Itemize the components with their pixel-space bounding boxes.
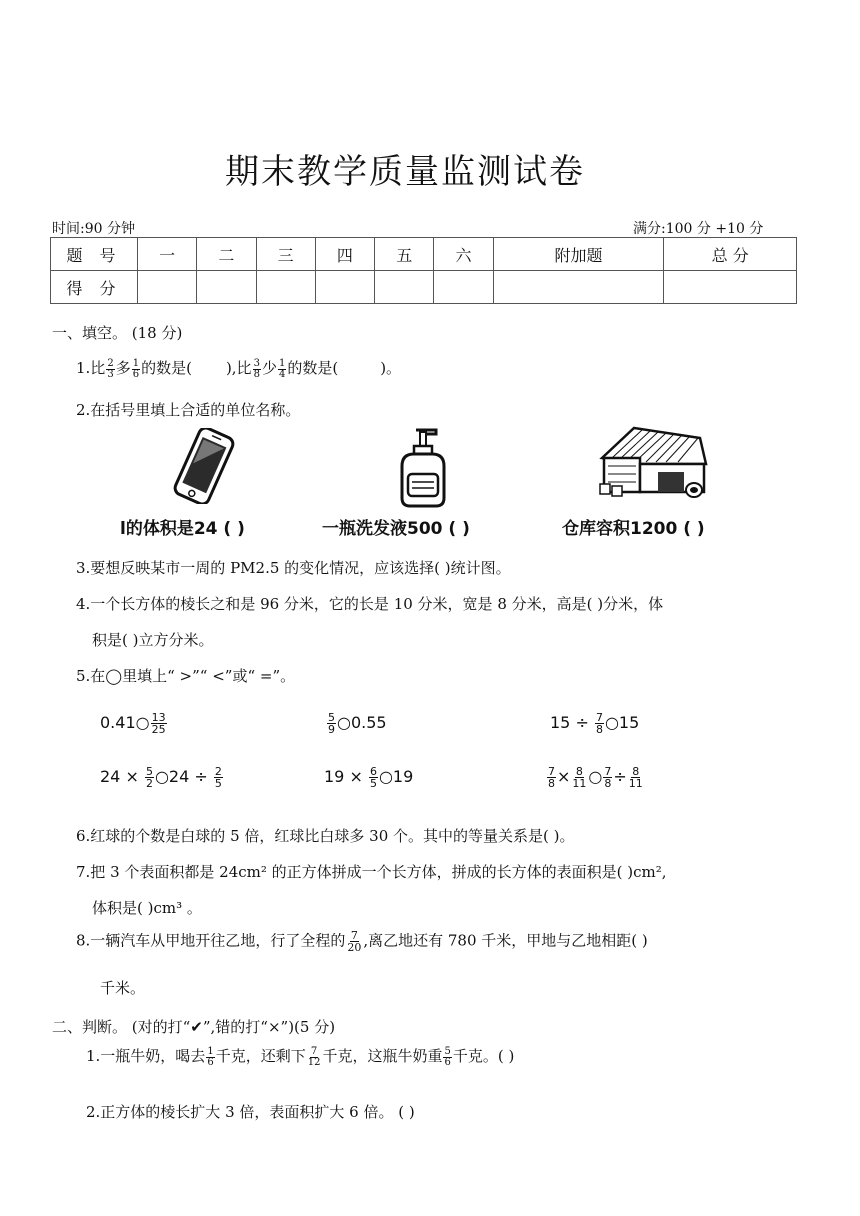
- score-header-cell: 三: [256, 238, 315, 271]
- denominator: 6: [444, 1056, 451, 1068]
- q-text: ÷: [613, 767, 627, 786]
- score-header-cell: 二: [197, 238, 256, 271]
- score-table-score-row: [51, 271, 797, 304]
- q-text: ),比: [225, 359, 252, 377]
- question-1-7-line2: 体积是( )cm³ 。: [92, 899, 202, 917]
- score-header-cell: 总 分: [664, 238, 797, 271]
- question-1-4-line1: 4.一个长方体的棱长之和是 96 分米，它的长是 10 分米，宽是 8 分米，高是( )分米，体: [76, 595, 664, 613]
- q-text: 少: [261, 359, 277, 377]
- section1-heading: 一、填空。 (18 分): [52, 324, 183, 342]
- score-row-label: 得 分: [51, 271, 138, 304]
- score-input-cell[interactable]: [375, 271, 434, 304]
- fraction: [369, 766, 378, 789]
- numerator: 1: [132, 357, 140, 369]
- q-text: 千克。( ): [452, 1047, 515, 1065]
- phone-icon: [166, 428, 242, 504]
- denominator: 8: [595, 723, 603, 736]
- section2-heading: 二、判断。 (对的打“✔”,错的打“×”)(5 分): [52, 1018, 336, 1036]
- q-text: 的数是(: [287, 359, 339, 377]
- q-text: 千克，还剩下: [215, 1047, 306, 1065]
- q-text: 0.41○: [100, 713, 150, 732]
- fraction: [327, 712, 336, 735]
- numerator: 5: [328, 711, 335, 724]
- denominator: 20: [347, 941, 362, 954]
- denominator: 4: [278, 368, 286, 380]
- score-input-cell[interactable]: [315, 271, 374, 304]
- score-header-cell: 五: [375, 238, 434, 271]
- q-text: 8.一辆汽车从甲地开往乙地，行了全程的: [76, 931, 346, 950]
- q-text: 多: [115, 359, 131, 377]
- score-header-cell: 附加题: [493, 238, 664, 271]
- q-text: 19 ×: [324, 767, 368, 786]
- numerator: 13: [151, 711, 166, 724]
- fraction: [547, 766, 556, 789]
- q-text: )。: [380, 359, 402, 377]
- fraction: [595, 712, 604, 735]
- fraction: [346, 930, 362, 953]
- fraction: [214, 766, 223, 789]
- question-1-5: 5.在◯里填上“ >”“ <”或“ =”。: [76, 667, 296, 685]
- question-1-2: 2.在括号里填上合适的单位名称。: [76, 401, 301, 419]
- numerator: 6: [369, 765, 377, 778]
- fraction: [145, 766, 154, 789]
- denominator: 8: [548, 777, 555, 790]
- denominator: 25: [151, 723, 166, 736]
- fraction: [278, 359, 286, 380]
- score-input-cell[interactable]: [493, 271, 664, 304]
- caption-phone: l的体积是24 ( ): [120, 519, 245, 539]
- score-header-cell: 一: [138, 238, 197, 271]
- score-header-cell: 四: [315, 238, 374, 271]
- q-text: ×: [557, 767, 571, 786]
- numerator: 3: [253, 357, 260, 369]
- denominator: 3: [107, 368, 114, 380]
- denominator: 12: [307, 1056, 321, 1068]
- denominator: 5: [369, 777, 377, 790]
- question-1-3: 3.要想反映某市一周的 PM2.5 的变化情况，应该选择( )统计图。: [76, 559, 511, 577]
- numerator: 7: [548, 765, 555, 778]
- score-input-cell[interactable]: [256, 271, 315, 304]
- compare-item-5: [324, 766, 413, 789]
- score-table-header-row: [51, 238, 797, 271]
- q-text: ○0.55: [337, 713, 387, 732]
- score-table: [50, 237, 797, 304]
- score-input-cell[interactable]: [138, 271, 197, 304]
- numerator: 7: [595, 711, 603, 724]
- page-title: 期末教学质量监测试卷: [225, 152, 585, 192]
- fraction: [106, 359, 114, 380]
- score-input-cell[interactable]: [197, 271, 256, 304]
- warehouse-icon: [598, 424, 710, 502]
- numerator: 2: [214, 765, 222, 778]
- question-1-4-line2: 积是( )立方分米。: [92, 631, 214, 649]
- fraction: [603, 766, 612, 789]
- denominator: 9: [328, 723, 335, 736]
- q-text: 1.比: [76, 359, 106, 377]
- question-2-2: 2.正方体的棱长扩大 3 倍，表面积扩大 6 倍。 ( ): [86, 1103, 415, 1121]
- numerator: 5: [145, 765, 153, 778]
- score-header-cell: 六: [434, 238, 493, 271]
- question-1-8-line2: 千米。: [100, 979, 146, 997]
- fraction: [307, 1047, 322, 1068]
- q-text: ○: [588, 767, 603, 786]
- denominator: 5: [214, 777, 222, 790]
- question-1-7-line1: 7.把 3 个表面积都是 24cm² 的正方体拼成一个长方体，拼成的长方体的表面积是( )cm²,: [76, 863, 667, 881]
- question-1-1: [76, 358, 401, 380]
- fraction: [571, 766, 587, 789]
- exam-time: 时间:90 分钟: [52, 221, 135, 237]
- shampoo-bottle-icon: [396, 426, 450, 508]
- compare-item-4: [100, 766, 224, 789]
- fraction: [132, 359, 140, 380]
- q-text: ○24 ÷: [154, 767, 213, 786]
- q-text: 千克，这瓶牛奶重: [322, 1047, 443, 1065]
- numerator: 7: [310, 1045, 318, 1057]
- numerator: 1: [207, 1045, 214, 1057]
- numerator: 8: [632, 765, 640, 778]
- q-text: 24 ×: [100, 767, 144, 786]
- fraction: [206, 1047, 214, 1068]
- compare-item-1: [100, 712, 168, 735]
- question-1-6: 6.红球的个数是白球的 5 倍，红球比白球多 30 个。其中的等量关系是( )。: [76, 827, 575, 845]
- score-header-cell: 题 号: [51, 238, 138, 271]
- denominator: 8: [604, 777, 612, 790]
- numerator: 8: [575, 765, 583, 778]
- caption-warehouse: 仓库容积1200 ( ): [562, 519, 705, 539]
- q-text: ○15: [604, 713, 640, 732]
- numerator: 5: [444, 1045, 451, 1057]
- denominator: 6: [132, 368, 140, 380]
- fraction: [151, 712, 167, 735]
- score-input-cell[interactable]: [434, 271, 493, 304]
- q-text: 15 ÷: [550, 713, 594, 732]
- denominator: 2: [145, 777, 153, 790]
- compare-item-2: [326, 712, 387, 735]
- denominator: 11: [628, 777, 643, 790]
- compare-item-6: [546, 766, 645, 789]
- fraction: [628, 766, 644, 789]
- denominator: 6: [207, 1056, 214, 1068]
- full-score: 满分:100 分 +10 分: [633, 221, 764, 237]
- denominator: 11: [572, 777, 587, 790]
- q-text: ,离乙地还有 780 千米，甲地与乙地相距( ): [363, 931, 648, 950]
- numerator: 1: [278, 357, 286, 369]
- numerator: 2: [107, 357, 114, 369]
- q-text: 1.一瓶牛奶，喝去: [86, 1047, 206, 1065]
- q-text: ○19: [378, 767, 414, 786]
- score-input-cell[interactable]: [664, 271, 797, 304]
- fraction: [443, 1047, 451, 1068]
- fraction: [253, 359, 261, 380]
- numerator: 7: [604, 765, 612, 778]
- denominator: 8: [253, 368, 260, 380]
- question-1-8-line1: [76, 930, 648, 953]
- question-2-1: [86, 1046, 514, 1068]
- compare-item-3: [550, 712, 639, 735]
- numerator: 7: [350, 929, 358, 942]
- caption-shampoo: 一瓶洗发液500 ( ): [322, 519, 470, 539]
- q-text: 的数是(: [141, 359, 192, 377]
